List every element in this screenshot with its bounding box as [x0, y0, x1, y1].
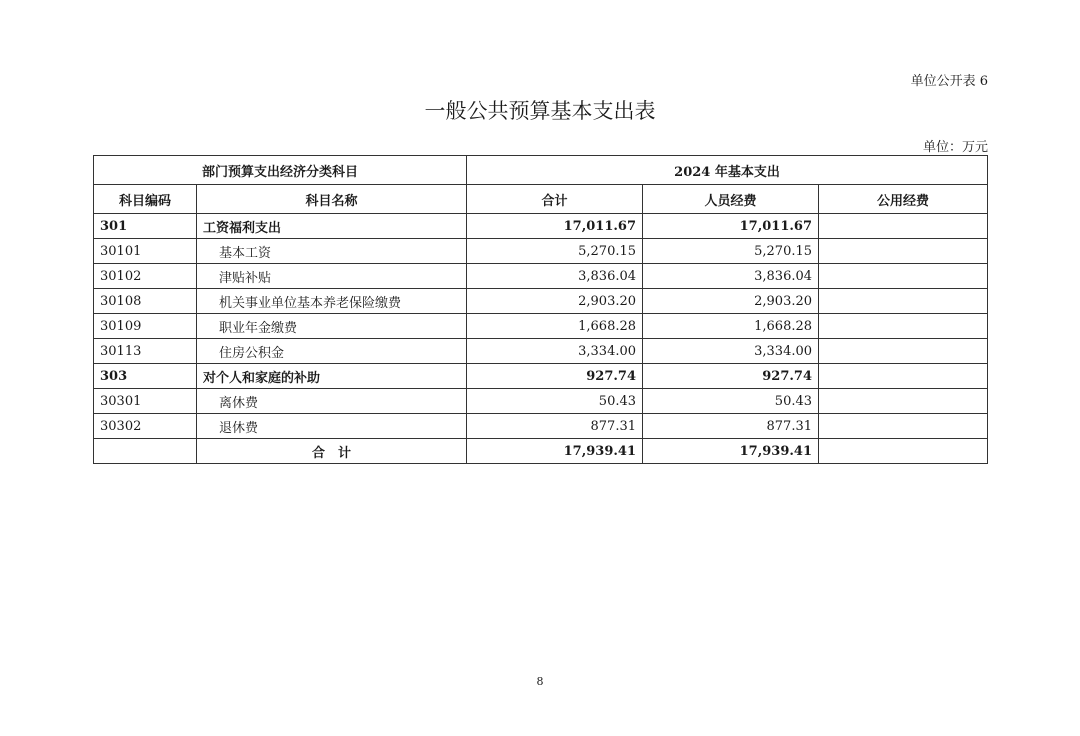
- row-public: [819, 314, 988, 339]
- table-row: [94, 314, 988, 339]
- page-number: 8: [536, 675, 544, 688]
- table-row: [94, 364, 988, 389]
- col-header-personnel: 人员经费: [643, 185, 819, 214]
- row-public: [819, 239, 988, 264]
- row-public: [819, 364, 988, 389]
- table-row: [94, 264, 988, 289]
- total-amount: 17,939.41: [467, 439, 643, 464]
- row-code: 30101: [94, 239, 197, 264]
- group-header-basic-expenditure: 2024 年基本支出: [467, 156, 988, 185]
- table-row: [94, 389, 988, 414]
- row-name: 住房公积金: [197, 339, 467, 364]
- table-row: [94, 289, 988, 314]
- row-total: 50.43: [467, 389, 643, 414]
- col-header-code: 科目编码: [94, 185, 197, 214]
- row-name: 津贴补贴: [197, 264, 467, 289]
- table-row: [94, 414, 988, 439]
- table-row: [94, 239, 988, 264]
- total-personnel: 17,939.41: [643, 439, 819, 464]
- row-name: 机关事业单位基本养老保险缴费: [197, 289, 467, 314]
- row-total: 927.74: [467, 364, 643, 389]
- group-header-classification: 部门预算支出经济分类科目: [94, 156, 467, 185]
- row-code: 30108: [94, 289, 197, 314]
- row-personnel: 3,836.04: [643, 264, 819, 289]
- row-total: 2,903.20: [467, 289, 643, 314]
- row-total: 877.31: [467, 414, 643, 439]
- row-personnel: 5,270.15: [643, 239, 819, 264]
- row-name: 退休费: [197, 414, 467, 439]
- row-personnel: 877.31: [643, 414, 819, 439]
- row-public: [819, 264, 988, 289]
- row-code: 30102: [94, 264, 197, 289]
- total-public: [819, 439, 988, 464]
- row-code: 30109: [94, 314, 197, 339]
- group-header-row: [94, 156, 988, 185]
- row-name: 对个人和家庭的补助: [197, 364, 467, 389]
- row-total: 17,011.67: [467, 214, 643, 239]
- row-code: 30113: [94, 339, 197, 364]
- row-personnel: 50.43: [643, 389, 819, 414]
- row-name: 职业年金缴费: [197, 314, 467, 339]
- row-public: [819, 214, 988, 239]
- row-personnel: 17,011.67: [643, 214, 819, 239]
- table-row: [94, 339, 988, 364]
- col-header-total: 合计: [467, 185, 643, 214]
- row-total: 3,334.00: [467, 339, 643, 364]
- column-header-row: [94, 185, 988, 214]
- row-public: [819, 289, 988, 314]
- row-code: 303: [94, 364, 197, 389]
- row-personnel: 1,668.28: [643, 314, 819, 339]
- row-personnel: 3,334.00: [643, 339, 819, 364]
- row-personnel: 2,903.20: [643, 289, 819, 314]
- row-name: 工资福利支出: [197, 214, 467, 239]
- row-public: [819, 414, 988, 439]
- total-label: 合 计: [197, 439, 467, 464]
- col-header-public: 公用经费: [819, 185, 988, 214]
- row-public: [819, 339, 988, 364]
- row-name: 基本工资: [197, 239, 467, 264]
- page-title: 一般公共预算基本支出表: [424, 99, 656, 123]
- total-row: [94, 439, 988, 464]
- total-code: [94, 439, 197, 464]
- table-row: [94, 214, 988, 239]
- row-total: 1,668.28: [467, 314, 643, 339]
- row-name: 离休费: [197, 389, 467, 414]
- row-total: 3,836.04: [467, 264, 643, 289]
- row-code: 301: [94, 214, 197, 239]
- row-public: [819, 389, 988, 414]
- unit-label: 单位：万元: [922, 140, 988, 155]
- table-label: 单位公开表 6: [910, 74, 988, 89]
- budget-table: [93, 155, 988, 464]
- row-personnel: 927.74: [643, 364, 819, 389]
- row-total: 5,270.15: [467, 239, 643, 264]
- row-code: 30301: [94, 389, 197, 414]
- row-code: 30302: [94, 414, 197, 439]
- col-header-name: 科目名称: [197, 185, 467, 214]
